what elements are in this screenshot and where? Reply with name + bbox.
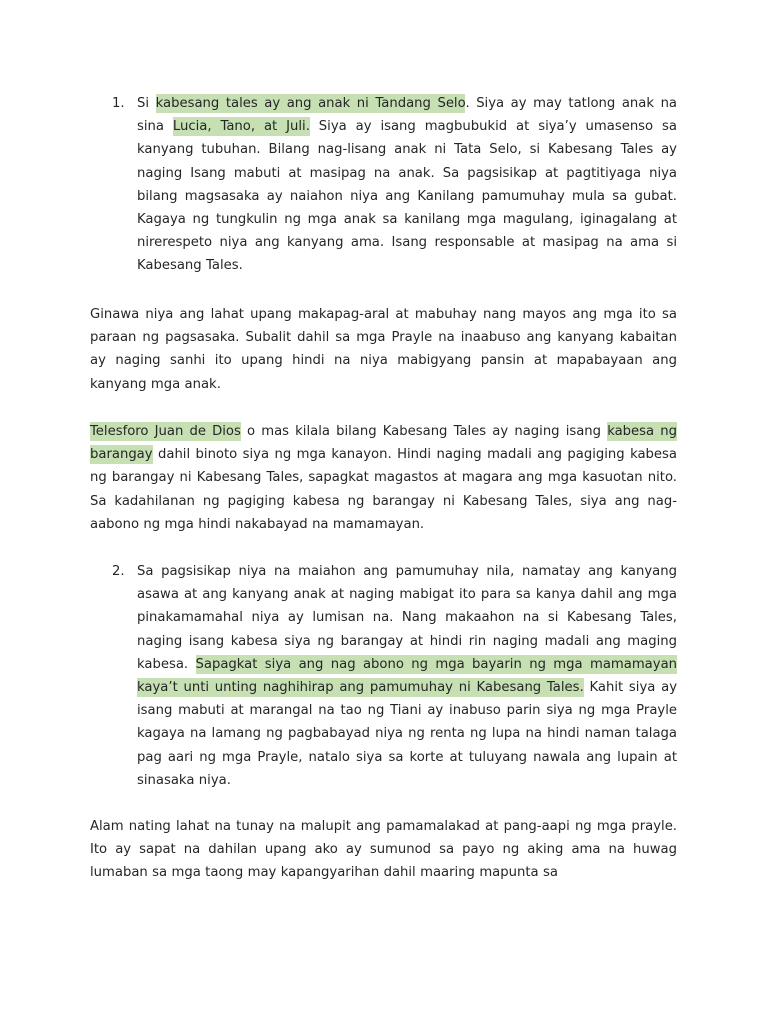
highlight-kabesa-ng-barangay: kabesa ng barangay bbox=[90, 424, 677, 463]
item1-text-mid: . Siya ay may tatlong anak na sina bbox=[137, 96, 678, 135]
paragraph-ginawa bbox=[90, 303, 677, 396]
list-item-1 bbox=[112, 92, 678, 278]
list-number-1: 1. bbox=[112, 96, 125, 111]
highlight-children-names: Lucia, Tano, at Juli. bbox=[172, 119, 310, 135]
highlight-sapagkat: Sapagkat siya ang nag abono ng mga bayarin ng mga mamamayan kaya’t unti unting naghihirap ang pamumuhay ni Kabesang Tales. bbox=[137, 656, 678, 696]
list-number-2: 2. bbox=[112, 564, 125, 579]
highlight-kabesang-tales: kabesang tales ay ang anak ni Tandang Selo bbox=[155, 96, 466, 111]
item1-text-rest: Siya ay isang magbubukid at siya’y umasenso sa kanyang tubuhan. Bilang nag-lisang anak ni Tata Selo, si Kabesang Tales ay naging Isang mabuti at masipag na anak. Sa pagsisikap at pagtitiyaga niya bilang magsasaka ay naiahon niya ang Kanilang pamumuhay mula sa gubat. Kagaya ng tungkulin ng mga anak sa kanilang mga magulang, iginagalang at nirerespeto niya ang kanyang ama. Isang responsable at masipag na ama si Kabesang Tales. bbox=[137, 119, 677, 274]
paragraph-telesforo bbox=[90, 420, 677, 536]
item1-text-start: Si bbox=[137, 96, 156, 111]
item2-text-start: Sa pagsisikap niya na maiahon ang pamumuhay nila, namatay ang kanyang asawa at ang kanyang anak at naging mabigat ito para sa kanya dahil ang mga pinakamamahal niya ay lumisan na. Nang makaahon na si Kabesang Tales, naging isang kabesa siya ng barangay at hindi rin naging madali ang maging kabesa. bbox=[137, 564, 677, 672]
item2-text-rest: Kahit siya ay isang mabuti at marangal na tao ng Tiani ay inabuso parin siya ng mga Prayle kagaya na lamang ng pagbabayad niya ng renta ng lupa na hindi naman talaga pag aari ng mga Prayle, natalo siya sa korte at tuluyang nawala ang lupain at sinasaka niya. bbox=[137, 680, 677, 788]
paragraph-alam bbox=[90, 815, 677, 885]
paragraph-alam-text: Alam nating lahat na tunay na malupit ang pamamalakad at pang-aapi ng mga prayle. Ito ay sapat na dahilan upang ako ay sumunod sa payo ng aking ama na huwag lumaban sa mga taong may kapangyarihan dahil maaring mapunta sa bbox=[90, 819, 677, 881]
paragraph-telesforo-rest: dahil binoto siya ng mga kanayon. Hindi naging madali ang pagiging kabesa ng barangay ni Kabesang Tales, sapagkat magastos at magara ang mga kasuotan nito. Sa kadahilanan ng pagiging kabesa ng barangay ni Kabesang Tales, siya ang nag-aabono ng mga hindi nakabayad na mamamayan. bbox=[90, 447, 677, 532]
highlight-telesforo: Telesforo Juan de Dios bbox=[90, 424, 241, 439]
paragraph-telesforo-mid: o mas kilala bilang Kabesang Tales ay naging isang bbox=[240, 424, 608, 439]
list-item-2 bbox=[112, 560, 678, 792]
paragraph-ginawa-text: Ginawa niya ang lahat upang makapag-aral at mabuhay nang mayos ang mga ito sa paraan ng pagsasaka. Subalit dahil sa mga Prayle na inaabuso ang kanyang kabaitan ay naging sanhi ito upang hindi na niya mabigyang pansin at mapabayaan ang kanyang mga anak. bbox=[90, 307, 677, 392]
